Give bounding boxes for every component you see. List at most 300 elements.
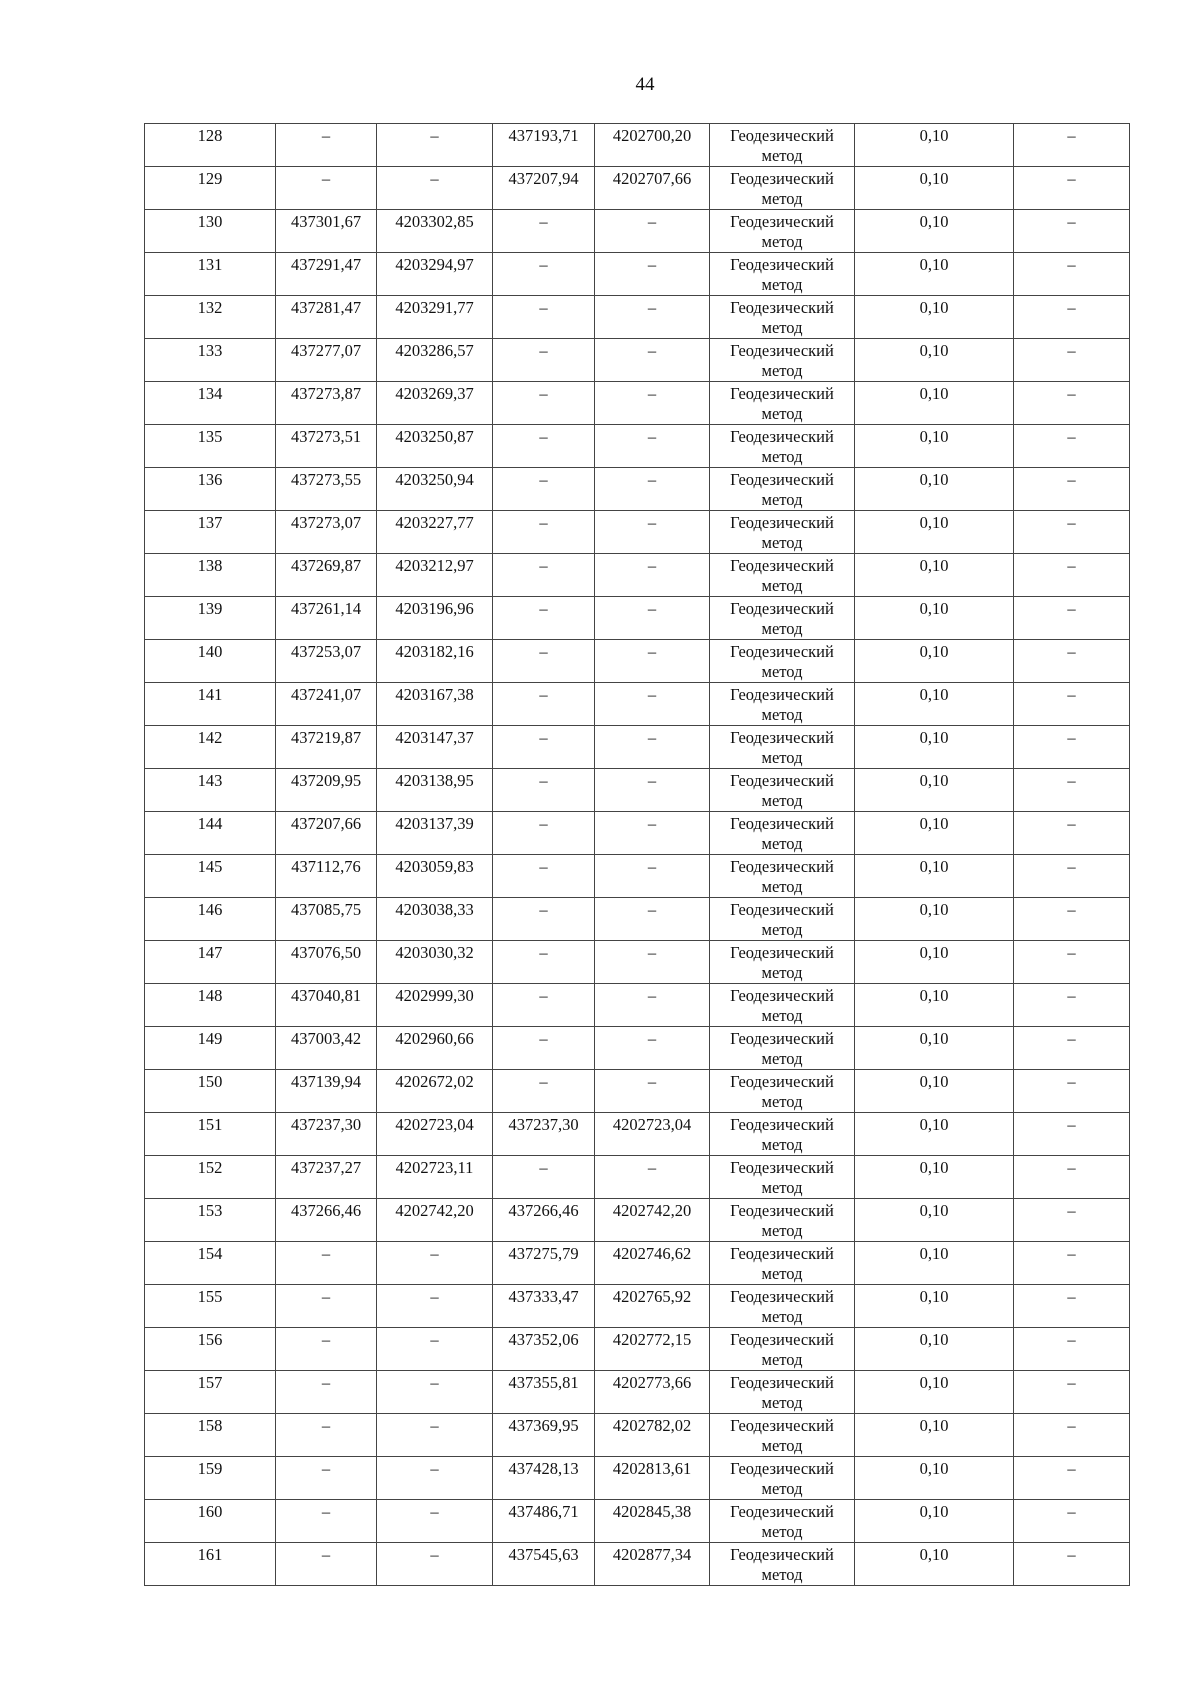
y-new-cell — [595, 1457, 710, 1500]
method-cell-text: Геодезический метод — [730, 1115, 834, 1154]
note-cell — [1014, 1328, 1130, 1371]
point-number-cell — [145, 1070, 276, 1113]
method-cell-text: Геодезический метод — [730, 1287, 834, 1326]
accuracy-cell-text: 0,10 — [919, 771, 949, 790]
note-cell — [1014, 812, 1130, 855]
method-cell-text: Геодезический метод — [730, 642, 834, 681]
point-number-cell-text: 141 — [197, 685, 223, 704]
note-cell — [1014, 769, 1130, 812]
method-cell-text: Геодезический метод — [730, 986, 834, 1025]
y-existing-cell-text: 4203196,96 — [395, 599, 474, 618]
point-number-cell-text: 161 — [197, 1545, 223, 1564]
y-existing-cell-text: – — [430, 1459, 439, 1478]
x-new-cell-text: – — [539, 642, 548, 661]
accuracy-cell-text: 0,10 — [919, 1158, 949, 1177]
accuracy-cell-text: 0,10 — [919, 126, 949, 145]
y-new-cell-text: – — [647, 427, 657, 446]
table-row — [145, 339, 1130, 382]
method-cell-text: Геодезический метод — [730, 1373, 834, 1412]
x-existing-cell-text: 437273,51 — [290, 427, 362, 446]
method-cell — [710, 425, 855, 468]
point-number-cell — [145, 554, 276, 597]
accuracy-cell — [855, 597, 1014, 640]
y-existing-cell-text: 4203059,83 — [395, 857, 474, 876]
x-new-cell — [493, 1070, 595, 1113]
accuracy-cell — [855, 726, 1014, 769]
y-existing-cell — [377, 339, 493, 382]
method-cell-text: Геодезический метод — [730, 1029, 834, 1068]
x-new-cell-text: – — [539, 298, 548, 317]
note-cell — [1014, 597, 1130, 640]
y-existing-cell-text: 4203286,57 — [395, 341, 474, 360]
method-cell-text: Геодезический метод — [730, 384, 834, 423]
accuracy-cell-text: 0,10 — [919, 255, 949, 274]
x-existing-cell — [276, 1027, 377, 1070]
x-new-cell-text: – — [539, 212, 548, 231]
accuracy-cell-text: 0,10 — [919, 1201, 949, 1220]
x-existing-cell-text: 437112,76 — [291, 857, 361, 876]
point-number-cell — [145, 1457, 276, 1500]
accuracy-cell — [855, 1156, 1014, 1199]
y-existing-cell — [377, 425, 493, 468]
y-existing-cell-text: – — [430, 1287, 439, 1306]
point-number-cell-text: 159 — [197, 1459, 223, 1478]
table-row — [145, 597, 1130, 640]
point-number-cell-text: 128 — [197, 126, 223, 145]
point-number-cell-text: 142 — [197, 728, 223, 747]
table-row — [145, 1070, 1130, 1113]
x-existing-cell-text: – — [321, 1373, 331, 1392]
y-new-cell-text: – — [647, 513, 657, 532]
x-new-cell — [493, 210, 595, 253]
method-cell — [710, 210, 855, 253]
x-new-cell — [493, 1156, 595, 1199]
x-new-cell — [493, 1371, 595, 1414]
x-new-cell — [493, 683, 595, 726]
point-number-cell-text: 149 — [197, 1029, 223, 1048]
accuracy-cell — [855, 812, 1014, 855]
x-existing-cell-text: 437253,07 — [290, 642, 362, 661]
accuracy-cell-text: 0,10 — [919, 728, 949, 747]
note-cell-text: – — [1067, 212, 1076, 231]
accuracy-cell-text: 0,10 — [919, 943, 949, 962]
y-new-cell-text: 4202782,02 — [612, 1416, 692, 1435]
table-row — [145, 1156, 1130, 1199]
y-existing-cell-text: 4203227,77 — [395, 513, 474, 532]
x-new-cell-text: – — [539, 599, 548, 618]
accuracy-cell — [855, 1414, 1014, 1457]
x-new-cell-text: – — [539, 1158, 548, 1177]
x-existing-cell — [276, 683, 377, 726]
y-new-cell-text: – — [647, 556, 657, 575]
x-existing-cell-text: 437281,47 — [290, 298, 362, 317]
method-cell — [710, 640, 855, 683]
x-existing-cell-text: 437085,75 — [290, 900, 362, 919]
point-number-cell — [145, 339, 276, 382]
point-number-cell — [145, 812, 276, 855]
x-existing-cell-text: 437237,30 — [290, 1115, 362, 1134]
y-new-cell — [595, 597, 710, 640]
y-existing-cell-text: 4203250,94 — [395, 470, 474, 489]
y-new-cell-text: – — [647, 470, 657, 489]
note-cell-text: – — [1067, 943, 1076, 962]
accuracy-cell-text: 0,10 — [919, 1416, 949, 1435]
y-existing-cell — [377, 1371, 493, 1414]
table-row — [145, 554, 1130, 597]
method-cell — [710, 1156, 855, 1199]
table-row — [145, 941, 1130, 984]
method-cell — [710, 769, 855, 812]
y-new-cell-text: – — [647, 298, 657, 317]
x-existing-cell-text: 437301,67 — [290, 212, 362, 231]
table-row — [145, 1285, 1130, 1328]
y-existing-cell-text: 4202672,02 — [395, 1072, 474, 1091]
y-existing-cell — [377, 1070, 493, 1113]
note-cell — [1014, 1457, 1130, 1500]
x-new-cell — [493, 769, 595, 812]
y-new-cell-text: – — [647, 255, 657, 274]
y-existing-cell-text: 4202742,20 — [395, 1201, 474, 1220]
x-new-cell-text: – — [539, 1072, 548, 1091]
point-number-cell — [145, 726, 276, 769]
y-new-cell — [595, 124, 710, 167]
y-new-cell-text: – — [647, 728, 657, 747]
y-existing-cell-text: 4203167,38 — [395, 685, 474, 704]
note-cell — [1014, 339, 1130, 382]
point-number-cell — [145, 1371, 276, 1414]
x-new-cell — [493, 855, 595, 898]
table-row — [145, 640, 1130, 683]
x-existing-cell — [276, 1070, 377, 1113]
point-number-cell — [145, 1285, 276, 1328]
y-existing-cell — [377, 812, 493, 855]
y-new-cell-text: 4202773,66 — [612, 1373, 692, 1392]
accuracy-cell-text: 0,10 — [919, 685, 949, 704]
method-cell-text: Геодезический метод — [730, 728, 834, 767]
note-cell-text: – — [1067, 126, 1076, 145]
note-cell — [1014, 425, 1130, 468]
method-cell — [710, 339, 855, 382]
table-row — [145, 296, 1130, 339]
note-cell — [1014, 1285, 1130, 1328]
x-existing-cell — [276, 210, 377, 253]
x-existing-cell-text: 437207,66 — [290, 814, 362, 833]
accuracy-cell-text: 0,10 — [919, 814, 949, 833]
table-row — [145, 812, 1130, 855]
x-existing-cell — [276, 1414, 377, 1457]
x-new-cell — [493, 1199, 595, 1242]
y-new-cell-text: 4202845,38 — [612, 1502, 692, 1521]
point-number-cell — [145, 941, 276, 984]
accuracy-cell — [855, 167, 1014, 210]
y-existing-cell-text: 4203137,39 — [395, 814, 474, 833]
x-existing-cell-text: 437139,94 — [290, 1072, 362, 1091]
y-existing-cell-text: 4203182,16 — [395, 642, 474, 661]
x-new-cell — [493, 640, 595, 683]
note-cell-text: – — [1067, 728, 1076, 747]
y-existing-cell — [377, 167, 493, 210]
accuracy-cell-text: 0,10 — [919, 169, 949, 188]
method-cell-text: Геодезический метод — [730, 1072, 834, 1111]
x-new-cell-text: 437333,47 — [508, 1287, 579, 1306]
note-cell-text: – — [1067, 255, 1076, 274]
point-number-cell-text: 147 — [197, 943, 223, 962]
point-number-cell — [145, 1328, 276, 1371]
point-number-cell — [145, 511, 276, 554]
x-new-cell-text: – — [539, 943, 548, 962]
y-new-cell — [595, 296, 710, 339]
accuracy-cell — [855, 1070, 1014, 1113]
note-cell — [1014, 554, 1130, 597]
y-existing-cell — [377, 1500, 493, 1543]
note-cell — [1014, 1414, 1130, 1457]
x-new-cell — [493, 1113, 595, 1156]
method-cell — [710, 253, 855, 296]
point-number-cell — [145, 1113, 276, 1156]
note-cell — [1014, 382, 1130, 425]
x-existing-cell — [276, 511, 377, 554]
accuracy-cell — [855, 296, 1014, 339]
x-existing-cell-text: 437261,14 — [290, 599, 362, 618]
accuracy-cell — [855, 554, 1014, 597]
accuracy-cell — [855, 1242, 1014, 1285]
table-row — [145, 855, 1130, 898]
x-new-cell — [493, 167, 595, 210]
x-new-cell-text: 437275,79 — [508, 1244, 579, 1263]
note-cell — [1014, 1027, 1130, 1070]
x-new-cell-text: – — [539, 341, 548, 360]
x-new-cell-text: 437237,30 — [508, 1115, 579, 1134]
method-cell-text: Геодезический метод — [730, 556, 834, 595]
x-existing-cell — [276, 1457, 377, 1500]
y-existing-cell — [377, 769, 493, 812]
accuracy-cell-text: 0,10 — [919, 513, 949, 532]
y-new-cell — [595, 1242, 710, 1285]
point-number-cell-text: 140 — [197, 642, 223, 661]
x-new-cell — [493, 1457, 595, 1500]
point-number-cell — [145, 1414, 276, 1457]
note-cell-text: – — [1067, 513, 1076, 532]
y-new-cell — [595, 1285, 710, 1328]
method-cell — [710, 554, 855, 597]
note-cell-text: – — [1067, 685, 1076, 704]
x-new-cell-text: 437369,95 — [508, 1416, 579, 1435]
y-existing-cell-text: 4203147,37 — [395, 728, 474, 747]
x-new-cell-text: – — [539, 814, 548, 833]
accuracy-cell-text: 0,10 — [919, 1330, 949, 1349]
x-new-cell — [493, 339, 595, 382]
accuracy-cell-text: 0,10 — [919, 642, 949, 661]
point-number-cell — [145, 425, 276, 468]
y-existing-cell — [377, 1199, 493, 1242]
note-cell-text: – — [1067, 1287, 1076, 1306]
method-cell — [710, 296, 855, 339]
point-number-cell-text: 134 — [197, 384, 223, 403]
accuracy-cell-text: 0,10 — [919, 1545, 949, 1564]
y-existing-cell — [377, 941, 493, 984]
point-number-cell-text: 156 — [197, 1330, 223, 1349]
y-existing-cell-text: – — [430, 169, 439, 188]
accuracy-cell-text: 0,10 — [919, 1072, 949, 1091]
method-cell — [710, 984, 855, 1027]
method-cell-text: Геодезический метод — [730, 427, 834, 466]
y-new-cell — [595, 855, 710, 898]
table-row — [145, 511, 1130, 554]
point-number-cell — [145, 1543, 276, 1586]
x-existing-cell — [276, 1242, 377, 1285]
y-existing-cell-text: 4202723,04 — [395, 1115, 474, 1134]
y-existing-cell — [377, 554, 493, 597]
point-number-cell-text: 152 — [197, 1158, 223, 1177]
note-cell-text: – — [1067, 857, 1076, 876]
method-cell — [710, 1242, 855, 1285]
y-existing-cell-text: 4202960,66 — [395, 1029, 474, 1048]
y-existing-cell — [377, 597, 493, 640]
x-existing-cell — [276, 339, 377, 382]
method-cell — [710, 124, 855, 167]
method-cell — [710, 1113, 855, 1156]
x-existing-cell — [276, 898, 377, 941]
note-cell-text: – — [1067, 298, 1076, 317]
y-new-cell-text: – — [647, 857, 657, 876]
y-new-cell — [595, 554, 710, 597]
note-cell-text: – — [1067, 986, 1076, 1005]
y-existing-cell-text: 4203269,37 — [395, 384, 474, 403]
point-number-cell — [145, 210, 276, 253]
point-number-cell-text: 153 — [197, 1201, 223, 1220]
x-existing-cell — [276, 167, 377, 210]
x-existing-cell — [276, 1199, 377, 1242]
method-cell-text: Геодезический метод — [730, 255, 834, 294]
method-cell-text: Геодезический метод — [730, 1459, 834, 1498]
point-number-cell-text: 133 — [197, 341, 223, 360]
y-existing-cell-text: 4203294,97 — [395, 255, 474, 274]
y-new-cell — [595, 425, 710, 468]
point-number-cell-text: 144 — [197, 814, 223, 833]
x-new-cell — [493, 898, 595, 941]
x-existing-cell-text: 437273,07 — [290, 513, 362, 532]
x-existing-cell-text: – — [321, 1244, 331, 1263]
accuracy-cell-text: 0,10 — [919, 298, 949, 317]
table-row — [145, 167, 1130, 210]
point-number-cell — [145, 769, 276, 812]
y-existing-cell — [377, 1242, 493, 1285]
method-cell-text: Геодезический метод — [730, 126, 834, 165]
accuracy-cell — [855, 468, 1014, 511]
accuracy-cell-text: 0,10 — [919, 1502, 949, 1521]
y-new-cell — [595, 1543, 710, 1586]
note-cell — [1014, 511, 1130, 554]
y-new-cell — [595, 1328, 710, 1371]
x-existing-cell-text: – — [321, 1459, 331, 1478]
method-cell-text: Геодезический метод — [730, 1416, 834, 1455]
method-cell — [710, 1457, 855, 1500]
x-existing-cell — [276, 984, 377, 1027]
x-new-cell-text: 437355,81 — [508, 1373, 579, 1392]
x-new-cell-text: 437207,94 — [508, 169, 579, 188]
x-existing-cell-text: 437241,07 — [290, 685, 362, 704]
accuracy-cell — [855, 640, 1014, 683]
y-existing-cell-text: – — [430, 126, 439, 145]
y-existing-cell-text: 4202999,30 — [395, 986, 474, 1005]
y-existing-cell-text: 4203291,77 — [395, 298, 474, 317]
point-number-cell-text: 131 — [197, 255, 223, 274]
y-existing-cell-text: 4203030,32 — [395, 943, 474, 962]
method-cell — [710, 812, 855, 855]
method-cell — [710, 511, 855, 554]
accuracy-cell-text: 0,10 — [919, 1287, 949, 1306]
x-new-cell — [493, 597, 595, 640]
method-cell — [710, 898, 855, 941]
y-existing-cell — [377, 1285, 493, 1328]
point-number-cell — [145, 1500, 276, 1543]
table-row — [145, 1457, 1130, 1500]
accuracy-cell — [855, 425, 1014, 468]
x-existing-cell — [276, 941, 377, 984]
x-existing-cell-text: 437273,55 — [290, 470, 362, 489]
method-cell-text: Геодезический метод — [730, 943, 834, 982]
x-existing-cell — [276, 296, 377, 339]
y-existing-cell — [377, 210, 493, 253]
y-existing-cell-text: – — [430, 1545, 439, 1564]
x-existing-cell — [276, 554, 377, 597]
method-cell — [710, 1543, 855, 1586]
x-new-cell — [493, 382, 595, 425]
method-cell — [710, 167, 855, 210]
y-new-cell — [595, 726, 710, 769]
accuracy-cell-text: 0,10 — [919, 900, 949, 919]
table-row — [145, 1500, 1130, 1543]
note-cell-text: – — [1067, 556, 1076, 575]
x-new-cell — [493, 1543, 595, 1586]
table-row — [145, 769, 1130, 812]
x-existing-cell-text: – — [321, 1545, 331, 1564]
x-new-cell-text: – — [539, 900, 548, 919]
x-existing-cell — [276, 597, 377, 640]
x-new-cell-text: 437545,63 — [508, 1545, 579, 1564]
point-number-cell-text: 129 — [197, 169, 223, 188]
note-cell-text: – — [1067, 1072, 1076, 1091]
y-new-cell — [595, 382, 710, 425]
point-number-cell-text: 145 — [197, 857, 223, 876]
x-existing-cell — [276, 1500, 377, 1543]
note-cell — [1014, 941, 1130, 984]
y-new-cell-text: – — [647, 685, 657, 704]
table-row — [145, 1242, 1130, 1285]
x-new-cell — [493, 941, 595, 984]
table-row — [145, 683, 1130, 726]
y-new-cell-text: 4202723,04 — [612, 1115, 692, 1134]
y-new-cell-text: 4202813,61 — [612, 1459, 692, 1478]
point-number-cell — [145, 167, 276, 210]
note-cell-text: – — [1067, 1115, 1076, 1134]
method-cell-text: Геодезический метод — [730, 857, 834, 896]
y-new-cell-text: – — [647, 986, 657, 1005]
y-existing-cell — [377, 253, 493, 296]
point-number-cell-text: 135 — [197, 427, 223, 446]
table-row — [145, 984, 1130, 1027]
note-cell — [1014, 1242, 1130, 1285]
x-existing-cell-text: – — [321, 1287, 331, 1306]
note-cell — [1014, 468, 1130, 511]
accuracy-cell — [855, 855, 1014, 898]
accuracy-cell-text: 0,10 — [919, 857, 949, 876]
x-existing-cell — [276, 640, 377, 683]
note-cell-text: – — [1067, 384, 1076, 403]
x-existing-cell — [276, 769, 377, 812]
accuracy-cell — [855, 1285, 1014, 1328]
method-cell-text: Геодезический метод — [730, 212, 834, 251]
